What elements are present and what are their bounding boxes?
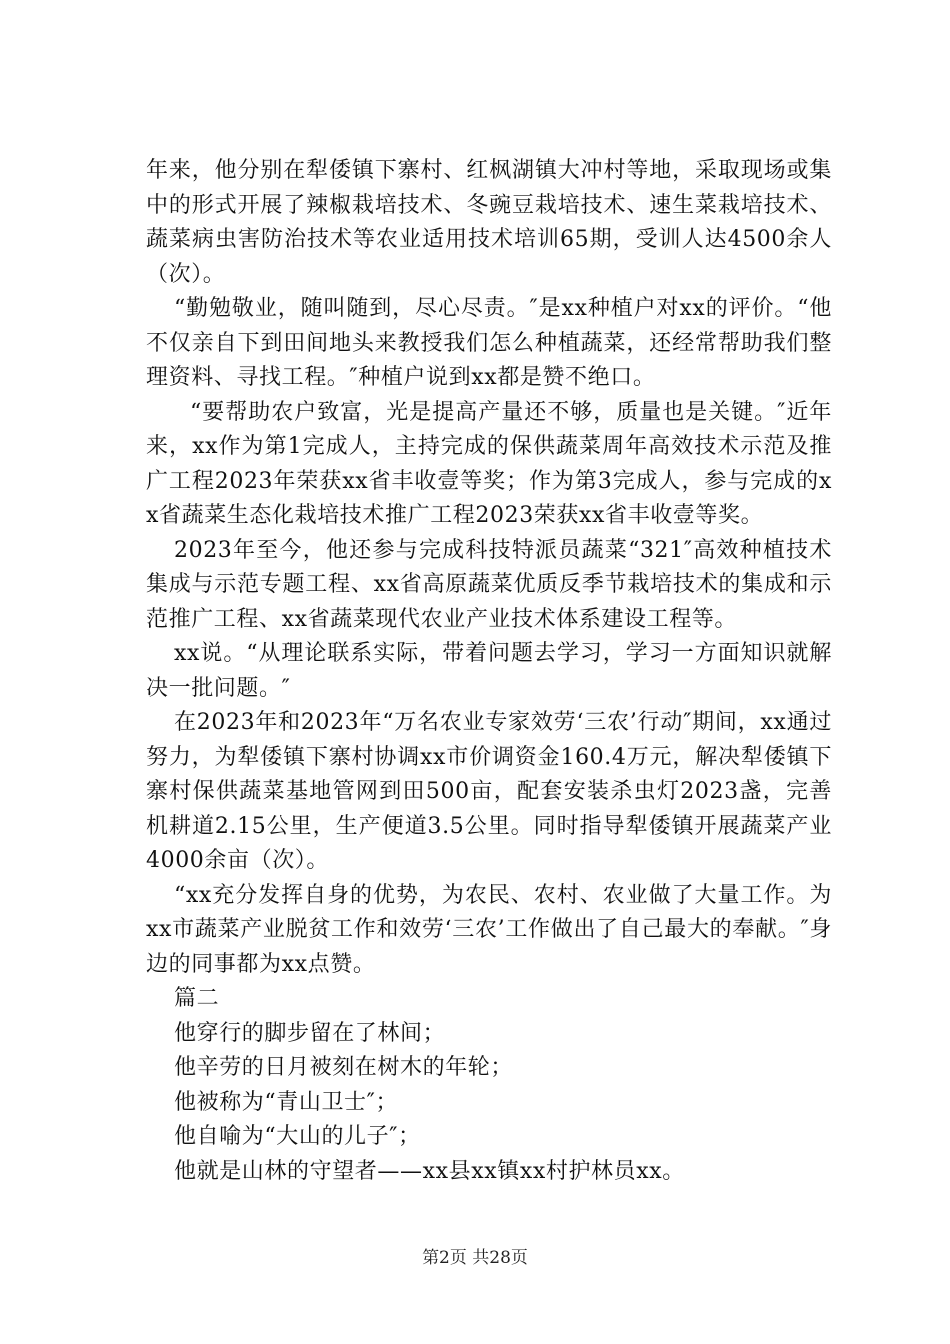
paragraph-awards: “要帮助农户致富，光是提高产量还不够，质量也是关键。″近年来，xx作为第1完成人，主持完成的保供蔬菜周年高效技术示范及推广工程2023年荣获xx省丰收壹等奖；作为第3完成人，参与完成的xx省蔬菜生态化栽培技术推广工程2023荣获xx省丰收壹等奖。 xyxy=(146,399,832,528)
poem-line: 他自喻为“大山的儿子″； xyxy=(174,1124,421,1149)
paragraph-projects: 2023年至今，他还参与完成科技特派员蔬菜“321″高效种植技术集成与示范专题工程、xx省高原蔬菜优质反季节栽培技术的集成和示范推广工程、xx省蔬菜现代农业产业技术体系建设工程等。 xyxy=(146,537,832,632)
section-heading: 篇二 xyxy=(174,986,220,1011)
poem-line: 他被称为“青山卫士″； xyxy=(174,1089,399,1115)
paragraph-grower-evaluation: “勤勉敬业，随叫随到，尽心尽责。″是xx种植户对xx的评价。“他不仅亲自下到田间地头来教授我们怎么种植蔬菜，还经常帮助我们整理资料、寻找工程。″种植户说到xx都是赞不绝口。 xyxy=(146,296,832,390)
poem-line: 他辛劳的日月被刻在树木的年轮； xyxy=(174,1055,514,1080)
paragraph-colleague-praise: “xx充分发挥自身的优势，为农民、农村、农业做了大量工作。为xx市蔬菜产业脱贫工作和效劳‘三农’工作做出了自己最大的奉献。″身边的同事都为xx点赞。 xyxy=(146,882,832,977)
paragraph-service-action: 在2023年和2023年“万名农业专家效劳‘三农’行动″期间，xx通过努力，为犁倭镇下寨村协调xx市价调资金160.4万元，解决犁倭镇下寨村保供蔬菜基地管网到田500亩，配套安装杀虫灯2023盏，完善机耕道2.15公里，生产便道3.5公里。同时指导犁倭镇开展蔬菜产业4000余亩（次）。 xyxy=(146,710,832,873)
paragraph-training-summary: 年来，他分别在犁倭镇下寨村、红枫湖镇大冲村等地，采取现场或集中的形式开展了辣椒栽培技术、冬豌豆栽培技术、速生菜栽培技术、蔬菜病虫害防治技术等农业适用技术培训65期，受训人达4500余人（次）。 xyxy=(146,158,832,287)
poem-line: 他穿行的脚步留在了林间； xyxy=(174,1020,446,1046)
paragraph-quote: xx说。“从理论联系实际，带着问题去学习，学习一方面知识就解决一批问题。″ xyxy=(146,641,832,701)
document-body xyxy=(146,154,832,1189)
poem-line: 他就是山林的守望者——xx县xx镇xx村护林员xx。 xyxy=(174,1158,685,1184)
page-number-footer: 第2页 共28页 xyxy=(422,1248,528,1268)
